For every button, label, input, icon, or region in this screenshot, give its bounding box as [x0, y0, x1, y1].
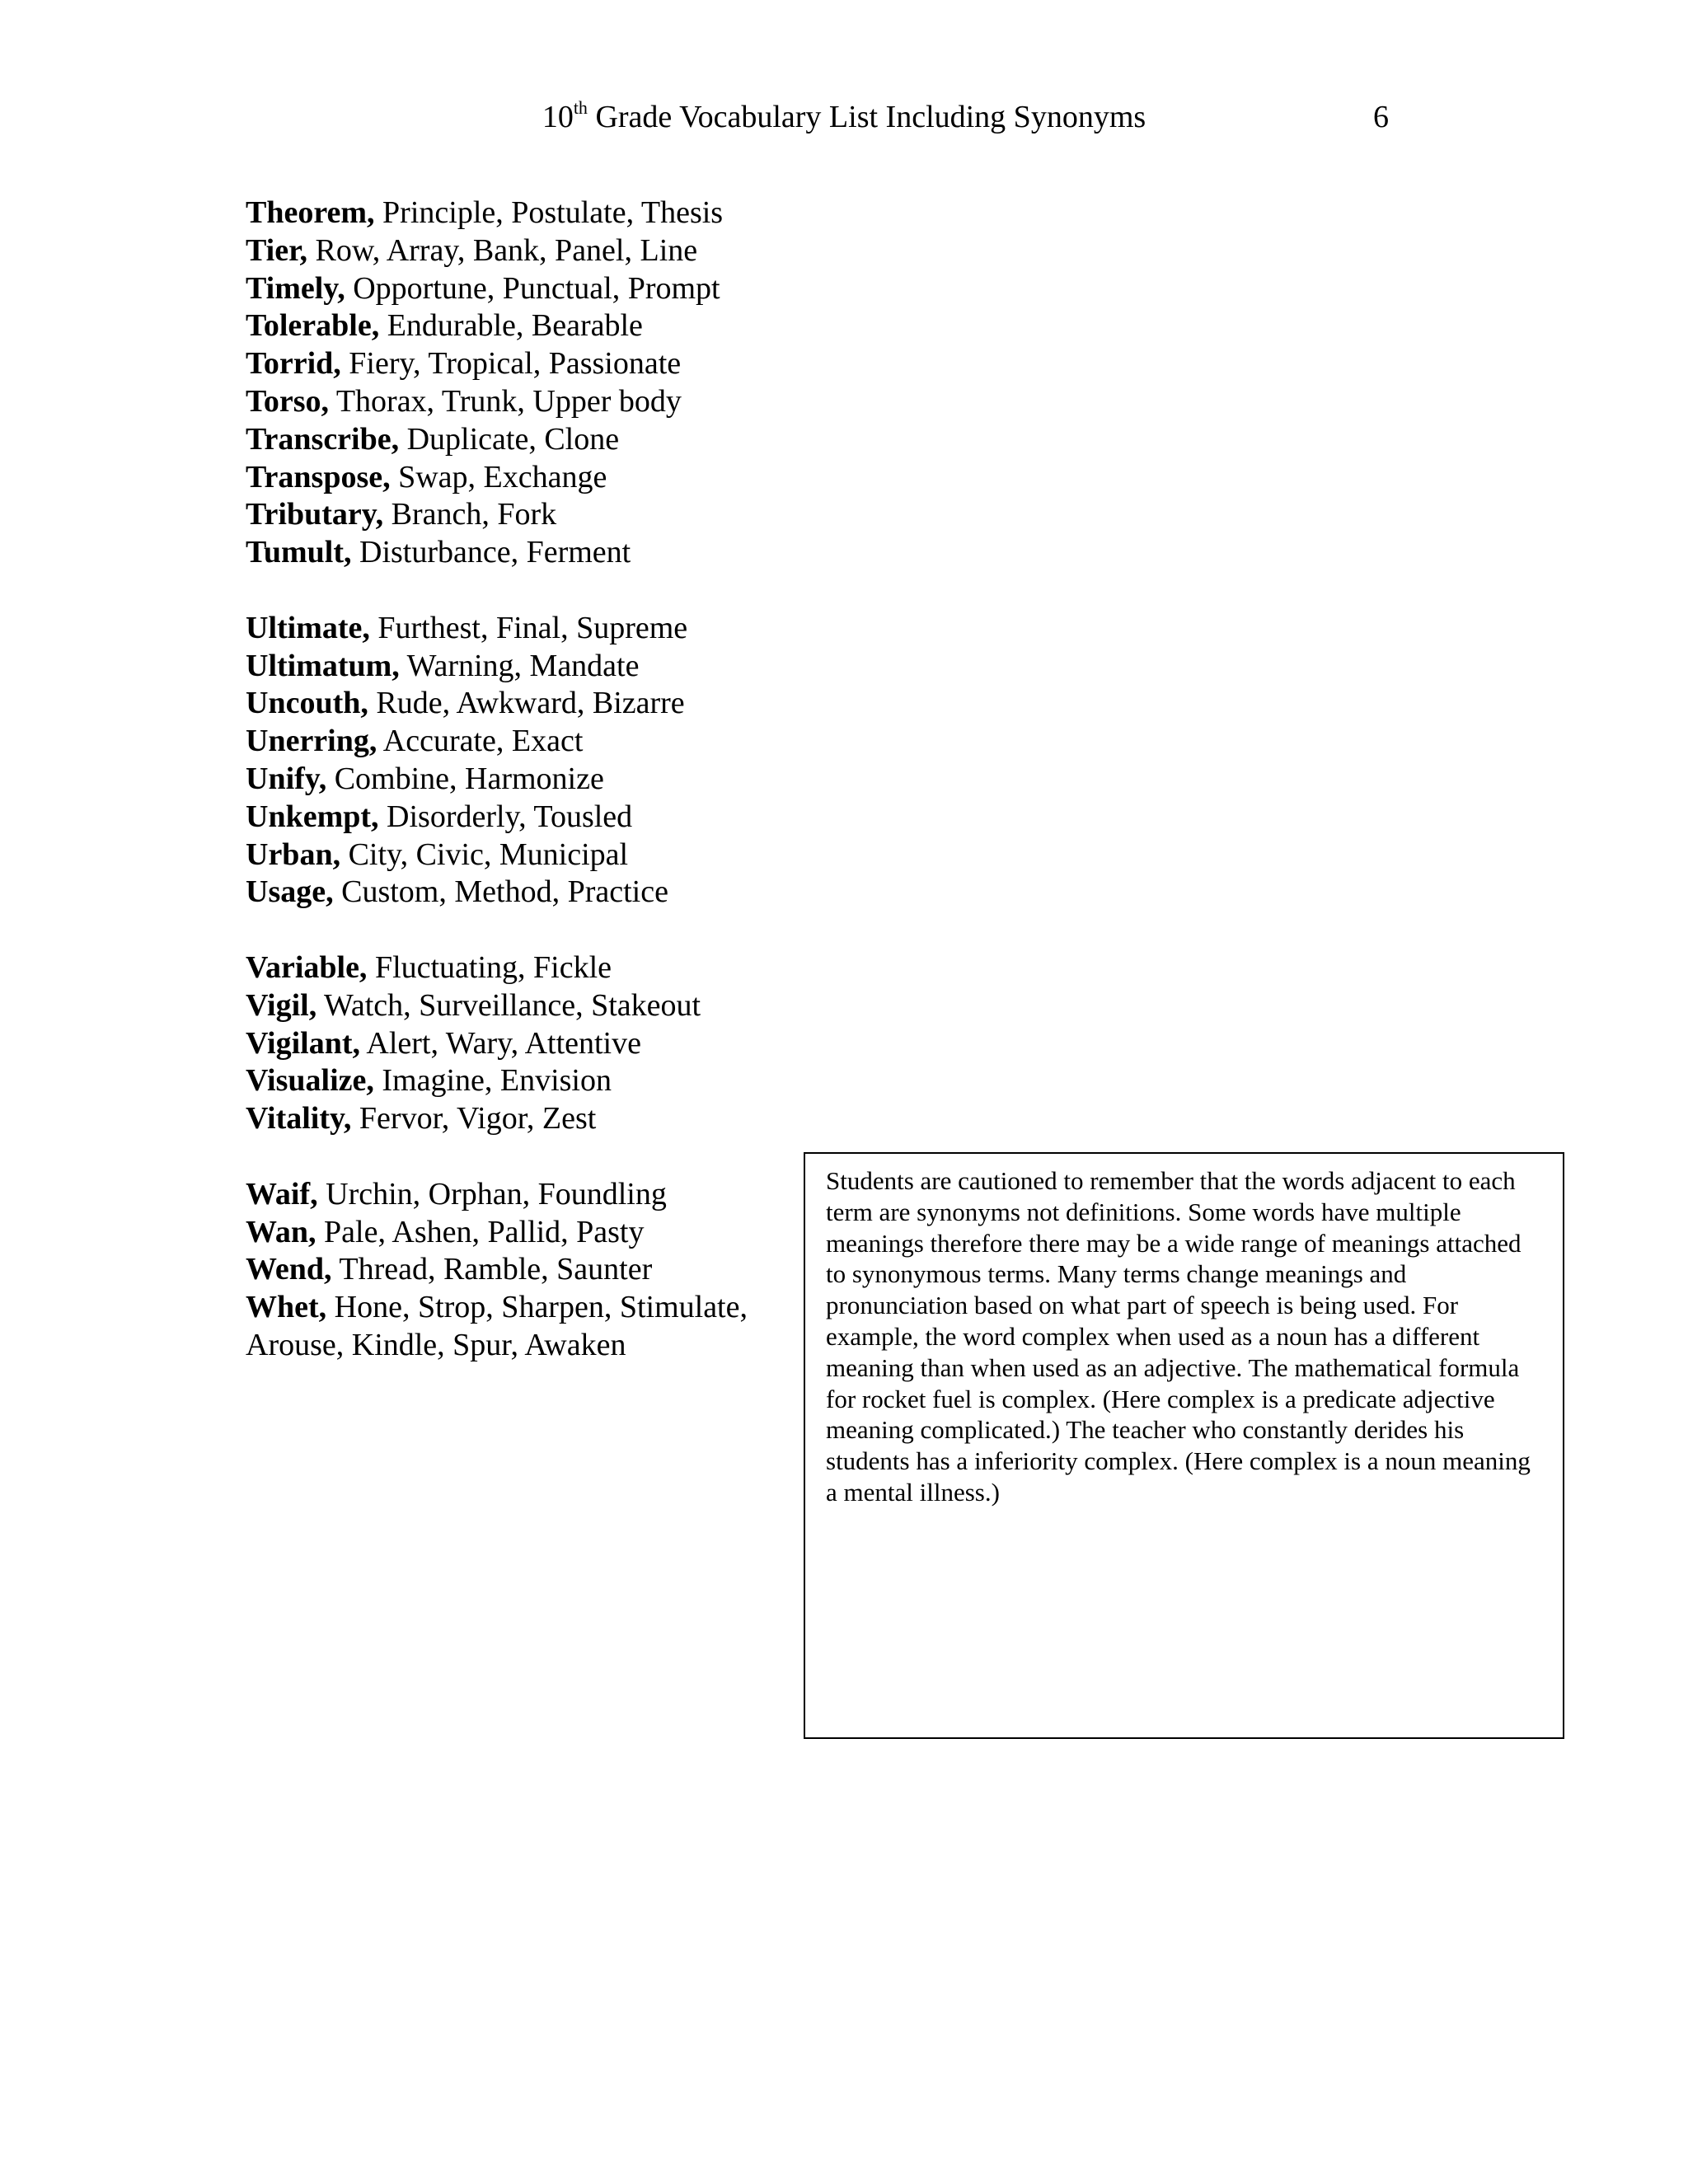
vocab-entry [246, 1214, 806, 1252]
vocab-term: Tributary, [246, 497, 384, 532]
vocab-term: Waif, [246, 1176, 318, 1212]
vocab-term: Unerring, [246, 724, 377, 759]
vocab-synonyms: Watch, Surveillance, Stakeout [316, 987, 701, 1023]
vocab-entry [246, 232, 806, 270]
vocab-synonyms: Swap, Exchange [390, 459, 607, 494]
vocab-term: Usage, [246, 874, 334, 910]
vocab-synonyms: City, Civic, Municipal [340, 837, 629, 872]
page-number: 6 [1373, 100, 1389, 134]
vocab-synonyms: Fervor, Vigor, Zest [351, 1101, 597, 1137]
vocab-synonyms: Hone, Strop, Sharpen, Stimulate, Arouse, Kindle, Spur, Awaken [246, 1290, 748, 1362]
vocab-entry [246, 345, 806, 383]
vocab-term: Torso, [246, 383, 330, 419]
vocab-group-w [246, 1176, 806, 1365]
vocab-term: Vitality, [246, 1101, 352, 1137]
vocab-synonyms: Fluctuating, Fickle [367, 949, 612, 985]
vocab-synonyms: Pale, Ashen, Pallid, Pasty [316, 1214, 645, 1249]
vocab-entry [246, 307, 806, 345]
vocab-entry [246, 648, 806, 686]
vocab-synonyms: Branch, Fork [383, 497, 557, 532]
vocab-term: Vigil, [246, 987, 317, 1023]
vocab-synonyms: Duplicate, Clone [399, 421, 620, 457]
vocab-term: Tolerable, [246, 308, 380, 344]
vocab-entry [246, 1176, 806, 1214]
vocab-entry [246, 459, 806, 497]
vocab-group-v [246, 949, 806, 1138]
vocabulary-list [246, 194, 806, 1403]
vocab-group-t [246, 194, 806, 572]
vocab-synonyms: Thread, Ramble, Saunter [331, 1252, 653, 1287]
vocab-term: Urban, [246, 837, 341, 872]
vocab-synonyms: Imagine, Envision [373, 1063, 612, 1099]
vocab-synonyms: Custom, Method, Practice [333, 874, 668, 910]
vocab-term: Visualize, [246, 1063, 374, 1099]
vocab-entry [246, 723, 806, 761]
vocab-synonyms: Combine, Harmonize [326, 761, 604, 796]
vocab-synonyms: Thorax, Trunk, Upper body [329, 383, 682, 419]
vocab-synonyms: Furthest, Final, Supreme [369, 610, 688, 645]
vocab-synonyms: Urchin, Orphan, Foundling [317, 1176, 667, 1212]
vocab-synonyms: Disturbance, Ferment [351, 535, 631, 570]
vocab-entry [246, 1289, 806, 1365]
vocab-entry [246, 685, 806, 723]
vocab-entry [246, 874, 806, 912]
vocab-synonyms: Rude, Awkward, Bizarre [368, 686, 685, 721]
title-superscript: th [573, 97, 588, 118]
vocab-term: Unify, [246, 761, 327, 796]
vocab-term: Wend, [246, 1252, 332, 1287]
vocab-entry [246, 837, 806, 874]
vocab-synonyms: Fiery, Tropical, Passionate [340, 346, 682, 382]
vocab-synonyms: Principle, Postulate, Thesis [374, 195, 724, 230]
vocab-synonyms: Alert, Wary, Attentive [360, 1025, 641, 1061]
vocab-entry [246, 534, 806, 572]
vocab-entry [246, 1100, 806, 1138]
vocab-synonyms: Warning, Mandate [399, 648, 640, 683]
vocab-entry [246, 1062, 806, 1100]
vocab-term: Uncouth, [246, 686, 368, 721]
vocab-entry [246, 949, 806, 987]
vocab-group-u [246, 610, 806, 912]
vocab-term: Wan, [246, 1214, 316, 1249]
vocab-synonyms: Disorderly, Tousled [378, 799, 633, 834]
vocab-term: Variable, [246, 949, 368, 985]
note-text: Students are cautioned to remember that the words adjacent to each term are synonyms not definitions. Some words have multiple meanings therefore there may be a wide range of meanings attached to synonymous terms. Many terms change meanings and pronunciation based on what part of speech is being used. For example, the word complex when used as a noun has a different meaning than when used as an adjective. The mathematical formula for rocket fuel is complex. (Here complex is a predicate adjective meaning complicated.) The teacher who constantly derides his students has a inferiority complex. (Here complex is a noun meaning a mental illness.) [826, 1166, 1531, 1507]
vocab-term: Whet, [246, 1290, 327, 1325]
vocab-term: Theorem, [246, 195, 375, 230]
vocab-synonyms: Row, Array, Bank, Panel, Line [307, 232, 698, 268]
vocab-entry [246, 610, 806, 648]
vocab-term: Tier, [246, 232, 307, 268]
vocab-synonyms: Accurate, Exact [377, 724, 584, 759]
vocab-term: Vigilant, [246, 1025, 360, 1061]
vocab-entry [246, 799, 806, 837]
synonym-caution-note [804, 1152, 1564, 1739]
vocab-entry [246, 383, 806, 421]
page-header [0, 92, 1688, 142]
vocab-term: Ultimate, [246, 610, 370, 645]
vocab-synonyms: Opportune, Punctual, Prompt [345, 270, 720, 306]
vocab-entry [246, 496, 806, 534]
vocab-entry [246, 194, 806, 232]
vocab-entry [246, 761, 806, 799]
vocab-term: Timely, [246, 270, 345, 306]
vocab-term: Transcribe, [246, 421, 400, 457]
title-prefix: 10 [542, 100, 574, 134]
vocab-term: Tumult, [246, 535, 352, 570]
vocab-term: Unkempt, [246, 799, 379, 834]
vocab-term: Torrid, [246, 346, 341, 382]
vocab-entry [246, 421, 806, 459]
vocab-entry [246, 270, 806, 308]
vocab-entry [246, 987, 806, 1025]
vocab-term: Transpose, [246, 459, 391, 494]
title-rest: Grade Vocabulary List Including Synonyms [587, 100, 1146, 134]
vocab-entry [246, 1025, 806, 1063]
vocab-term: Ultimatum, [246, 648, 400, 683]
document-title [0, 92, 1688, 142]
vocab-synonyms: Endurable, Bearable [379, 308, 643, 344]
vocab-entry [246, 1251, 806, 1289]
